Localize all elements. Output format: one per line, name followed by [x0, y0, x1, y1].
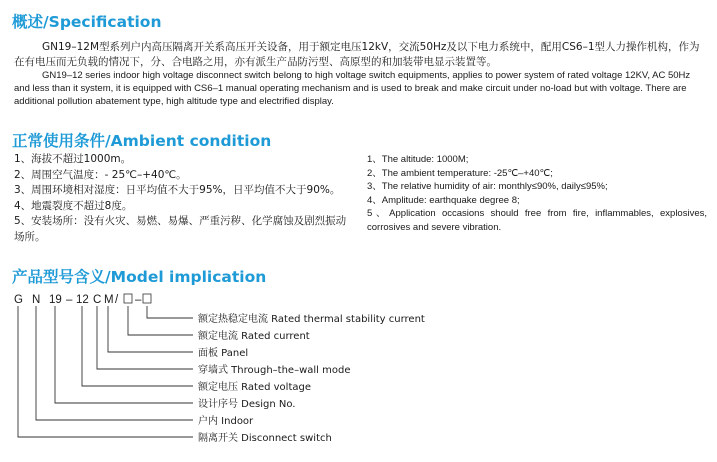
- legend-through-the-wall-mode: 穿墙式 Through–the–wall mode: [198, 365, 351, 376]
- ambient-cn-item: 5、安装场所：没有火灾、易燃、易爆、严重污秽、化学腐蚀及剧烈振动场所。: [14, 215, 347, 243]
- leader-through-the-wall-mode: [97, 306, 193, 369]
- legend-design-no: 设计序号 Design No.: [198, 399, 296, 410]
- ambient-en-item: 4、Amplitude: earthquake degree 8;: [367, 194, 520, 206]
- code-c: C: [93, 294, 102, 306]
- code-m: M: [104, 294, 114, 306]
- code-n: N: [32, 294, 41, 306]
- legend-rated-current: 额定电流 Rated current: [198, 331, 310, 342]
- ambient-en-item: 3、The relative humidity of air: monthly≤90%, daily≤95%;: [367, 181, 608, 192]
- leader-panel: [108, 306, 193, 352]
- ambient-cn-item: 4、地震裂度不超过8度。: [14, 199, 133, 212]
- leader-disconnect-switch: [18, 306, 193, 437]
- ambient-cn-item: 3、周围环境相对湿度：日平均值不大于95%，日平均值不大于90%。: [14, 184, 341, 196]
- ambient-en-list: [367, 153, 707, 234]
- ambient-heading: 正常使用条件/Ambient condition: [12, 132, 272, 150]
- code-slash: /: [115, 294, 119, 306]
- legend-disconnect-switch: 隔离开关 Disconnect switch: [198, 433, 332, 444]
- code-g: G: [14, 294, 23, 306]
- code-box-1: [124, 294, 132, 303]
- leader-rated-thermal-stability-current: [147, 306, 193, 318]
- leader-rated-current: [128, 306, 193, 335]
- leader-design-no: [55, 306, 193, 403]
- model-code-diagram: [0, 290, 717, 462]
- ambient-cn-list: [14, 152, 364, 245]
- legend-rated-voltage: 额定电压 Rated voltage: [198, 382, 311, 393]
- ambient-cn-item: 2、周围空气温度：- 25℃–+40℃。: [14, 168, 187, 181]
- specification-cn-text: GN19–12M型系列户内高压隔离开关系高压开关设备，用于额定电压12kV，交流50Hz及以下电力系统中，配用CS6–1型人力操作机构，作为在有电压而无负载的情况下，分、合电路之用，亦有派生产品防污型、高原型的和加装带电显示装置等。: [14, 41, 700, 68]
- model-heading: 产品型号含义/Model implication: [12, 268, 267, 286]
- ambient-en-item: 2、The ambient temperature: -25℃–+40℃;: [367, 167, 553, 179]
- ambient-en-item: 1、The altitude: 1000M;: [367, 154, 469, 165]
- code-box-2: [143, 294, 151, 303]
- code-19: 19: [49, 294, 62, 306]
- ambient-en-item: 5、Application occasions should free from fire, inflammables, explosives, corrosives and severe vibration.: [367, 208, 707, 233]
- specification-en-text: GN19–12 series indoor high voltage disconnect switch belong to high voltage switch equipments, applies to power system of rated voltage 12KV, AC 50Hz and less than it system, it is equipped with CS6–1 manual operating mechanism and is used to break and make circuit under no-load but with voltage. There are additional pollution abatement type, high altitude type and electrified display.: [14, 70, 691, 107]
- legend-panel: 面板 Panel: [198, 348, 249, 359]
- legend-rated-thermal-stability-current: 额定热稳定电流 Rated thermal stability current: [198, 314, 425, 325]
- code-12: 12: [76, 294, 89, 306]
- code-dash-1: –: [66, 294, 73, 306]
- code-dash-2: –: [135, 294, 142, 306]
- legend-indoor: 户内 Indoor: [198, 416, 254, 427]
- specification-heading: 概述/Specification: [12, 13, 162, 31]
- ambient-cn-item: 1、海拔不超过1000m。: [14, 153, 132, 165]
